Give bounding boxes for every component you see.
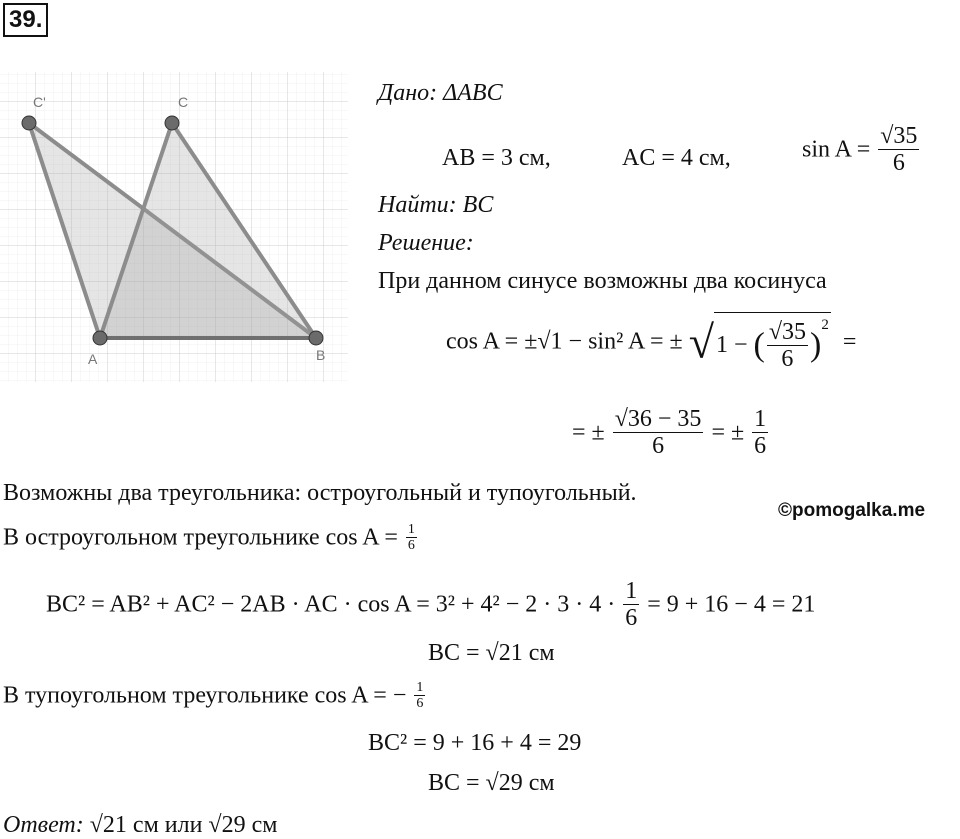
triangle-figure xyxy=(0,72,350,384)
paren-left-icon: ( xyxy=(753,326,765,364)
given-line xyxy=(378,80,503,107)
acute-result: BC = √21 см xyxy=(428,640,555,666)
answer-value: √21 см или √29 см xyxy=(89,812,278,838)
acute-fraction xyxy=(406,522,417,554)
answer-line xyxy=(3,812,277,839)
acute-equation xyxy=(46,578,815,632)
obtuse-frac-num: 1 xyxy=(416,680,424,695)
sin-num: √35 xyxy=(880,123,918,149)
acute-eq-rhs: = 9 + 16 − 4 = 21 xyxy=(647,591,816,618)
cos1-tail: = xyxy=(842,328,857,355)
acute-sentence xyxy=(3,522,419,554)
cos-equation-1 xyxy=(446,312,856,372)
given-ac: AC = 4 см, xyxy=(622,145,731,171)
acute-frac-num: 1 xyxy=(407,522,415,537)
obtuse-frac-den: 6 xyxy=(416,696,424,712)
label-b: B xyxy=(316,347,326,363)
given-label: Дано: xyxy=(378,80,438,106)
point-c-prime xyxy=(22,116,36,130)
acute-eq-frac-den: 6 xyxy=(625,605,638,632)
cos1-lhs: cos A = ±√1 − sin² A = ± xyxy=(446,328,683,355)
cos1-fraction xyxy=(767,319,808,373)
cos2-frac2-den: 6 xyxy=(754,433,767,460)
point-c xyxy=(165,116,179,130)
cos2-fraction-1 xyxy=(613,406,704,460)
point-a xyxy=(93,331,107,345)
obtuse-result: BC = √29 см xyxy=(428,770,555,796)
find-label: Найти: xyxy=(378,192,457,218)
big-radicand xyxy=(714,312,831,372)
cos1-one: 1 − xyxy=(715,331,748,358)
given-sin xyxy=(802,123,921,177)
given-triangle: ΔABC xyxy=(443,80,503,106)
cos1-exp: 2 xyxy=(821,317,829,333)
paren-right-icon: ) xyxy=(809,326,822,364)
two-triangles-sentence: Возможны два треугольника: остроугольный и тупоугольный. xyxy=(3,480,637,506)
label-c-prime: C' xyxy=(33,94,46,110)
point-b xyxy=(309,331,323,345)
cos2-frac1-num: √36 − 35 xyxy=(614,406,702,432)
acute-eq-lhs: BC² = AB² + AC² − 2AB · AC · cos A = 3² + 4² − 2 · 3 · 4 · xyxy=(46,591,616,618)
solution-label: Решение: xyxy=(378,230,474,256)
cos2-lhs: = ± xyxy=(572,419,605,446)
acute-text: В остроугольном треугольнике cos A = xyxy=(3,524,398,551)
find-value: BC xyxy=(462,192,494,218)
sin-den: 6 xyxy=(892,150,905,177)
label-a: A xyxy=(88,351,98,367)
label-c: C xyxy=(178,94,189,110)
given-ab: AB = 3 см, xyxy=(442,145,551,171)
cos2-fraction-2 xyxy=(752,406,768,460)
cosines-sentence: При данном синусе возможны два косинуса xyxy=(378,268,827,294)
cos-equation-2 xyxy=(572,406,770,460)
cos2-frac1-den: 6 xyxy=(652,433,665,460)
cos2-mid: = ± xyxy=(711,419,745,446)
obtuse-fraction xyxy=(414,680,425,712)
obtuse-text: В тупоугольном треугольнике cos A = − xyxy=(3,682,407,709)
acute-frac-den: 6 xyxy=(407,538,415,554)
obtuse-equation: BC² = 9 + 16 + 4 = 29 xyxy=(368,730,582,756)
find-line xyxy=(378,192,493,219)
answer-label: Ответ: xyxy=(3,812,84,838)
problem-number: 39. xyxy=(3,3,48,37)
sin-fraction xyxy=(878,123,919,177)
acute-eq-frac-num: 1 xyxy=(625,578,638,604)
sqrt-sign-icon: √ xyxy=(688,316,714,368)
obtuse-sentence xyxy=(3,680,427,712)
cos2-frac2-num: 1 xyxy=(754,406,767,432)
sin-lhs: sin A = xyxy=(802,136,871,163)
acute-eq-fraction xyxy=(623,578,639,632)
cos1-frac-num: √35 xyxy=(768,318,806,345)
watermark: ©pomogalka.me xyxy=(778,500,926,521)
cos1-frac-den: 6 xyxy=(781,345,794,372)
